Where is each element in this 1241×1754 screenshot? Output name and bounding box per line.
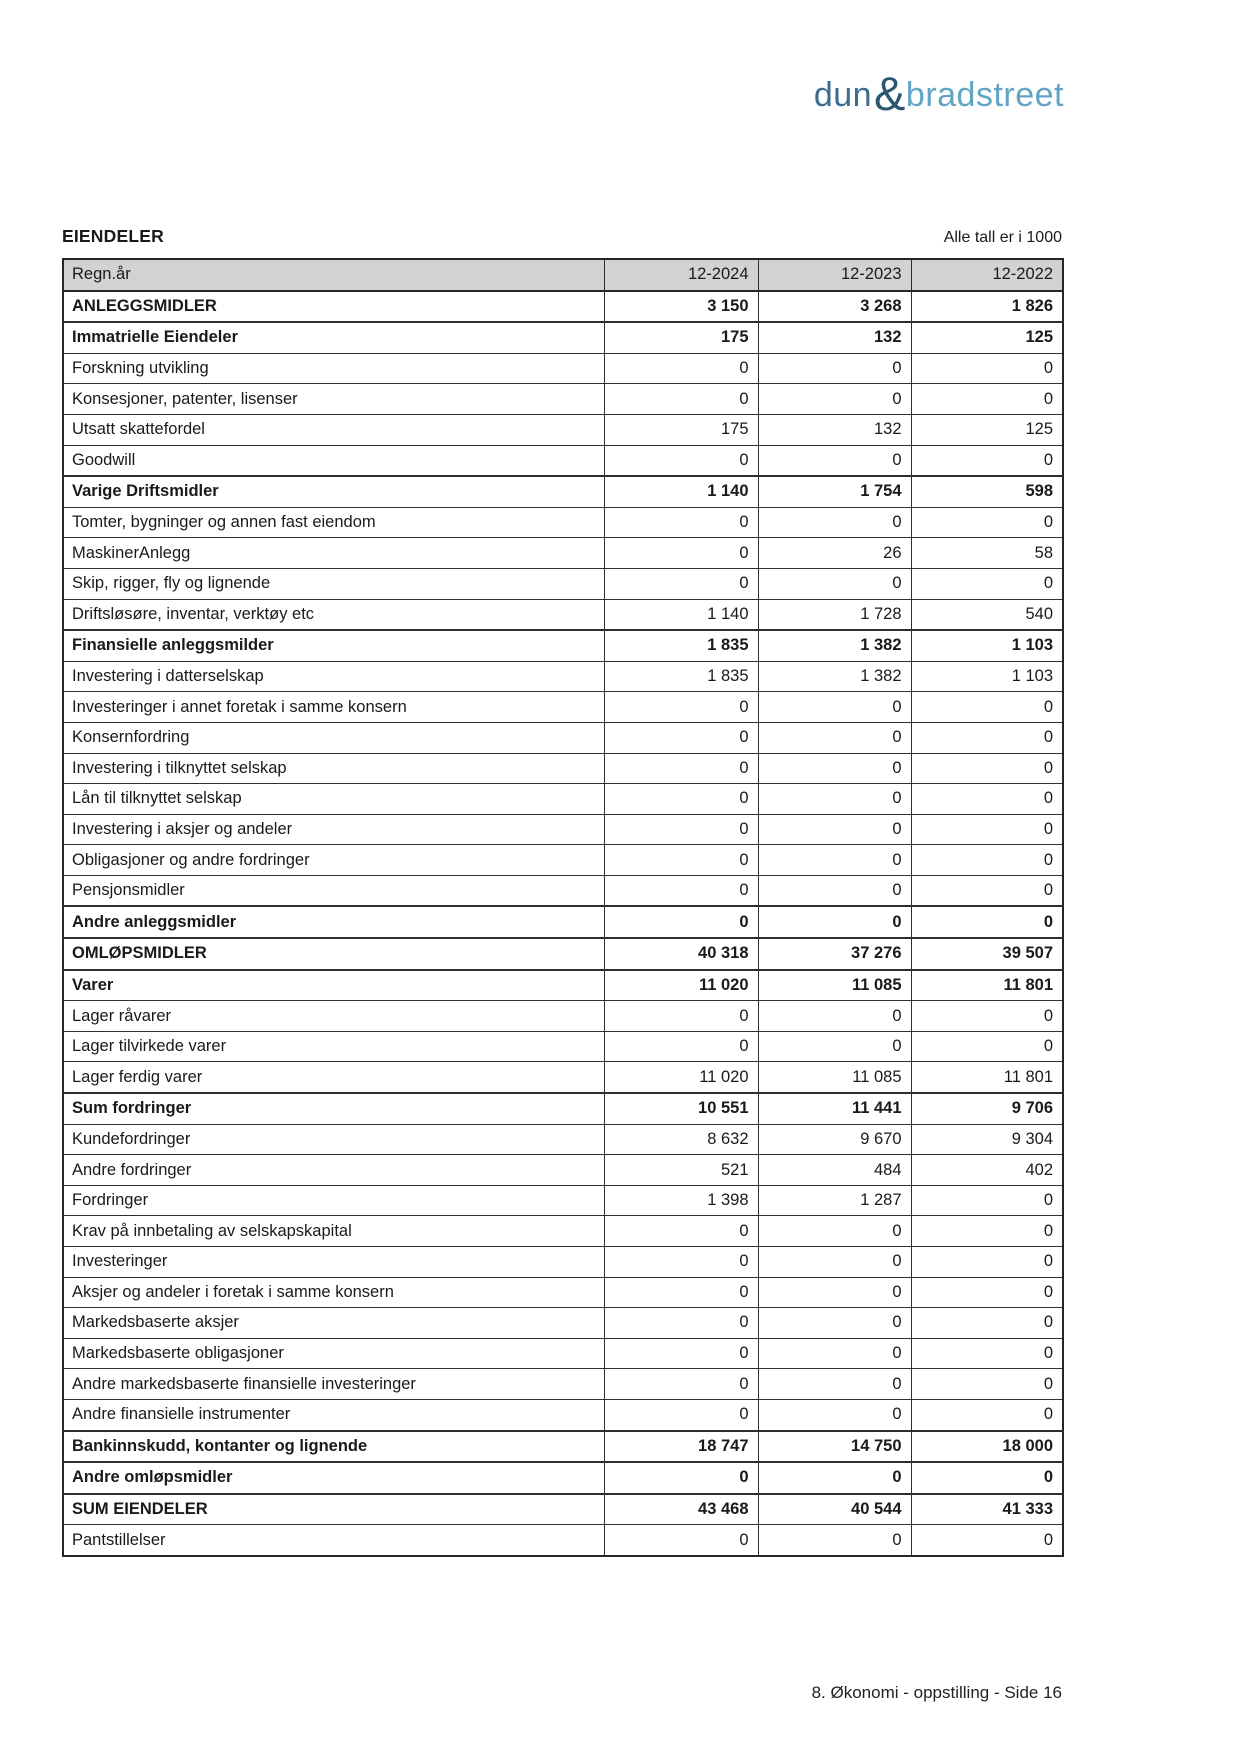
- value-cell: 484: [758, 1155, 911, 1186]
- value-cell: 0: [604, 1277, 758, 1308]
- row-label: Utsatt skattefordel: [63, 414, 604, 445]
- table-row: [63, 938, 1063, 970]
- value-cell: 0: [758, 906, 911, 938]
- value-cell: 18 747: [604, 1431, 758, 1463]
- row-label: Investering i tilknyttet selskap: [63, 753, 604, 784]
- row-label: Andre anleggsmidler: [63, 906, 604, 938]
- value-cell: 175: [604, 414, 758, 445]
- value-cell: 402: [911, 1155, 1063, 1186]
- table-row: [63, 538, 1063, 569]
- table-row: [63, 1462, 1063, 1494]
- value-cell: 37 276: [758, 938, 911, 970]
- row-label: Fordringer: [63, 1185, 604, 1216]
- value-cell: 0: [604, 507, 758, 538]
- value-cell: 0: [604, 568, 758, 599]
- value-cell: 1 754: [758, 476, 911, 507]
- value-cell: 0: [911, 353, 1063, 384]
- value-cell: 0: [758, 875, 911, 906]
- row-label: Andre omløpsmidler: [63, 1462, 604, 1494]
- value-cell: 0: [604, 722, 758, 753]
- value-cell: 0: [911, 845, 1063, 876]
- value-cell: 1 398: [604, 1185, 758, 1216]
- value-cell: 11 020: [604, 1062, 758, 1093]
- title-bar: [62, 226, 1062, 247]
- units-note: Alle tall er i 1000: [943, 229, 1062, 246]
- table-row: [63, 1031, 1063, 1062]
- value-cell: 0: [911, 1399, 1063, 1430]
- table-row: [63, 845, 1063, 876]
- value-cell: 0: [911, 1277, 1063, 1308]
- value-cell: 0: [911, 692, 1063, 723]
- value-cell: 0: [758, 753, 911, 784]
- value-cell: 58: [911, 538, 1063, 569]
- value-cell: 0: [911, 445, 1063, 476]
- value-cell: 0: [911, 875, 1063, 906]
- value-cell: 0: [604, 1031, 758, 1062]
- row-label: Andre markedsbaserte finansielle investeringer: [63, 1369, 604, 1400]
- row-label: Konsernfordring: [63, 722, 604, 753]
- table-header-year-1: 12-2024: [604, 259, 758, 291]
- value-cell: 0: [911, 384, 1063, 415]
- value-cell: 0: [758, 784, 911, 815]
- value-cell: 0: [604, 353, 758, 384]
- value-cell: 0: [758, 1399, 911, 1430]
- balance-sheet-table: [62, 258, 1064, 1557]
- logo-text-bradstreet: bradstreet: [905, 76, 1064, 114]
- value-cell: 1 382: [758, 661, 911, 692]
- value-cell: 43 468: [604, 1494, 758, 1525]
- value-cell: 0: [604, 1369, 758, 1400]
- table-row: [63, 722, 1063, 753]
- row-label: Andre fordringer: [63, 1155, 604, 1186]
- table-row: [63, 1185, 1063, 1216]
- row-label: Kundefordringer: [63, 1124, 604, 1155]
- dun-bradstreet-logo: [813, 67, 1064, 121]
- row-label: Skip, rigger, fly og lignende: [63, 568, 604, 599]
- table-row: [63, 1308, 1063, 1339]
- value-cell: 0: [758, 1462, 911, 1494]
- value-cell: 0: [758, 692, 911, 723]
- value-cell: 0: [604, 692, 758, 723]
- value-cell: 0: [604, 784, 758, 815]
- row-label: Pantstillelser: [63, 1525, 604, 1556]
- value-cell: 0: [911, 906, 1063, 938]
- table-row: [63, 753, 1063, 784]
- value-cell: 3 268: [758, 291, 911, 323]
- table-row: [63, 814, 1063, 845]
- value-cell: 0: [758, 507, 911, 538]
- value-cell: 9 304: [911, 1124, 1063, 1155]
- value-cell: 0: [604, 814, 758, 845]
- value-cell: 9 670: [758, 1124, 911, 1155]
- table-row: [63, 630, 1063, 661]
- row-label: Varige Driftsmidler: [63, 476, 604, 507]
- value-cell: 0: [758, 353, 911, 384]
- value-cell: 11 441: [758, 1093, 911, 1124]
- value-cell: 0: [911, 1525, 1063, 1556]
- value-cell: 1 826: [911, 291, 1063, 323]
- row-label: Investering i datterselskap: [63, 661, 604, 692]
- table-row: [63, 692, 1063, 723]
- value-cell: 40 318: [604, 938, 758, 970]
- value-cell: 1 835: [604, 661, 758, 692]
- value-cell: 0: [911, 814, 1063, 845]
- value-cell: 1 835: [604, 630, 758, 661]
- table-row: [63, 414, 1063, 445]
- table-row: [63, 661, 1063, 692]
- value-cell: 11 085: [758, 1062, 911, 1093]
- value-cell: 0: [758, 1338, 911, 1369]
- row-label: Driftsløsøre, inventar, verktøy etc: [63, 599, 604, 630]
- value-cell: 0: [604, 1216, 758, 1247]
- table-row: [63, 784, 1063, 815]
- value-cell: 1 103: [911, 630, 1063, 661]
- row-label: Markedsbaserte aksjer: [63, 1308, 604, 1339]
- value-cell: 11 020: [604, 970, 758, 1001]
- value-cell: 1 103: [911, 661, 1063, 692]
- balance-table-body: [63, 291, 1063, 1556]
- row-label: Konsesjoner, patenter, lisenser: [63, 384, 604, 415]
- row-label: Investeringer i annet foretak i samme konsern: [63, 692, 604, 723]
- value-cell: 0: [911, 1369, 1063, 1400]
- value-cell: 0: [758, 1001, 911, 1032]
- table-row: [63, 1124, 1063, 1155]
- table-row: [63, 1093, 1063, 1124]
- row-label: Bankinnskudd, kontanter og lignende: [63, 1431, 604, 1463]
- table-row: [63, 599, 1063, 630]
- value-cell: 26: [758, 538, 911, 569]
- value-cell: 10 551: [604, 1093, 758, 1124]
- row-label: Goodwill: [63, 445, 604, 476]
- value-cell: 0: [758, 845, 911, 876]
- row-label: Krav på innbetaling av selskapskapital: [63, 1216, 604, 1247]
- value-cell: 175: [604, 322, 758, 353]
- row-label: Finansielle anleggsmilder: [63, 630, 604, 661]
- table-row: [63, 1216, 1063, 1247]
- value-cell: 18 000: [911, 1431, 1063, 1463]
- row-label: Obligasjoner og andre fordringer: [63, 845, 604, 876]
- value-cell: 1 287: [758, 1185, 911, 1216]
- value-cell: 0: [911, 1247, 1063, 1278]
- value-cell: 0: [604, 1462, 758, 1494]
- row-label: ANLEGGSMIDLER: [63, 291, 604, 323]
- table-row: [63, 1277, 1063, 1308]
- value-cell: 11 801: [911, 970, 1063, 1001]
- row-label: Aksjer og andeler i foretak i samme konsern: [63, 1277, 604, 1308]
- table-row: [63, 1399, 1063, 1430]
- table-row: [63, 875, 1063, 906]
- value-cell: 9 706: [911, 1093, 1063, 1124]
- value-cell: 0: [911, 1001, 1063, 1032]
- value-cell: 0: [758, 1031, 911, 1062]
- value-cell: 521: [604, 1155, 758, 1186]
- table-row: [63, 906, 1063, 938]
- row-label: Varer: [63, 970, 604, 1001]
- value-cell: 0: [911, 1462, 1063, 1494]
- value-cell: 0: [911, 784, 1063, 815]
- row-label: SUM EIENDELER: [63, 1494, 604, 1525]
- row-label: Lager ferdig varer: [63, 1062, 604, 1093]
- table-header-year-2: 12-2023: [758, 259, 911, 291]
- value-cell: 0: [758, 1308, 911, 1339]
- value-cell: 132: [758, 322, 911, 353]
- value-cell: 0: [911, 1216, 1063, 1247]
- value-cell: 0: [604, 1247, 758, 1278]
- value-cell: 0: [758, 1216, 911, 1247]
- value-cell: 1 728: [758, 599, 911, 630]
- logo-ampersand-icon: &: [874, 67, 906, 120]
- table-row: [63, 1494, 1063, 1525]
- value-cell: 0: [911, 507, 1063, 538]
- value-cell: 1 140: [604, 476, 758, 507]
- value-cell: 0: [911, 753, 1063, 784]
- table-row: [63, 1431, 1063, 1463]
- value-cell: 0: [911, 568, 1063, 599]
- value-cell: 125: [911, 414, 1063, 445]
- row-label: Forskning utvikling: [63, 353, 604, 384]
- value-cell: 8 632: [604, 1124, 758, 1155]
- value-cell: 0: [604, 1001, 758, 1032]
- table-row: [63, 384, 1063, 415]
- table-row: [63, 353, 1063, 384]
- table-row: [63, 1369, 1063, 1400]
- value-cell: 1 140: [604, 599, 758, 630]
- row-label: Lager råvarer: [63, 1001, 604, 1032]
- value-cell: 0: [911, 1338, 1063, 1369]
- table-row: [63, 1525, 1063, 1556]
- page-footer: 8. Økonomi - oppstilling - Side 16: [811, 1683, 1062, 1702]
- table-row: [63, 476, 1063, 507]
- value-cell: 0: [758, 1247, 911, 1278]
- value-cell: 0: [604, 1525, 758, 1556]
- value-cell: 0: [758, 568, 911, 599]
- value-cell: 598: [911, 476, 1063, 507]
- value-cell: 125: [911, 322, 1063, 353]
- row-label: Lån til tilknyttet selskap: [63, 784, 604, 815]
- value-cell: 0: [604, 753, 758, 784]
- row-label: Lager tilvirkede varer: [63, 1031, 604, 1062]
- value-cell: 0: [604, 445, 758, 476]
- value-cell: 39 507: [911, 938, 1063, 970]
- value-cell: 1 382: [758, 630, 911, 661]
- table-row: [63, 1155, 1063, 1186]
- value-cell: 0: [911, 1308, 1063, 1339]
- value-cell: 3 150: [604, 291, 758, 323]
- value-cell: 0: [604, 1338, 758, 1369]
- table-header-row: [63, 259, 1063, 291]
- row-label: Andre finansielle instrumenter: [63, 1399, 604, 1430]
- value-cell: 0: [758, 384, 911, 415]
- value-cell: 14 750: [758, 1431, 911, 1463]
- section-title: EIENDELER: [62, 226, 164, 246]
- value-cell: 0: [604, 1308, 758, 1339]
- value-cell: 0: [758, 1525, 911, 1556]
- value-cell: 0: [911, 722, 1063, 753]
- value-cell: 0: [604, 1399, 758, 1430]
- value-cell: 41 333: [911, 1494, 1063, 1525]
- value-cell: 0: [758, 814, 911, 845]
- table-row: [63, 1001, 1063, 1032]
- row-label: Immatrielle Eiendeler: [63, 322, 604, 353]
- value-cell: 40 544: [758, 1494, 911, 1525]
- row-label: Investeringer: [63, 1247, 604, 1278]
- row-label: Markedsbaserte obligasjoner: [63, 1338, 604, 1369]
- table-row: [63, 970, 1063, 1001]
- value-cell: 11 801: [911, 1062, 1063, 1093]
- logo-text-dun: dun: [813, 76, 873, 114]
- table-row: [63, 445, 1063, 476]
- value-cell: 0: [604, 875, 758, 906]
- table-row: [63, 1247, 1063, 1278]
- value-cell: 0: [604, 906, 758, 938]
- row-label: OMLØPSMIDLER: [63, 938, 604, 970]
- value-cell: 0: [604, 538, 758, 569]
- table-row: [63, 291, 1063, 323]
- table-header-label: Regn.år: [63, 259, 604, 291]
- value-cell: 0: [911, 1031, 1063, 1062]
- table-row: [63, 1338, 1063, 1369]
- value-cell: 0: [758, 1369, 911, 1400]
- row-label: Tomter, bygninger og annen fast eiendom: [63, 507, 604, 538]
- row-label: MaskinerAnlegg: [63, 538, 604, 569]
- table-row: [63, 1062, 1063, 1093]
- row-label: Sum fordringer: [63, 1093, 604, 1124]
- table-row: [63, 507, 1063, 538]
- row-label: Investering i aksjer og andeler: [63, 814, 604, 845]
- value-cell: 0: [604, 384, 758, 415]
- table-row: [63, 568, 1063, 599]
- value-cell: 0: [604, 845, 758, 876]
- table-header-year-3: 12-2022: [911, 259, 1063, 291]
- row-label: Pensjonsmidler: [63, 875, 604, 906]
- value-cell: 0: [758, 445, 911, 476]
- value-cell: 0: [911, 1185, 1063, 1216]
- table-row: [63, 322, 1063, 353]
- value-cell: 132: [758, 414, 911, 445]
- value-cell: 0: [758, 722, 911, 753]
- value-cell: 11 085: [758, 970, 911, 1001]
- value-cell: 540: [911, 599, 1063, 630]
- value-cell: 0: [758, 1277, 911, 1308]
